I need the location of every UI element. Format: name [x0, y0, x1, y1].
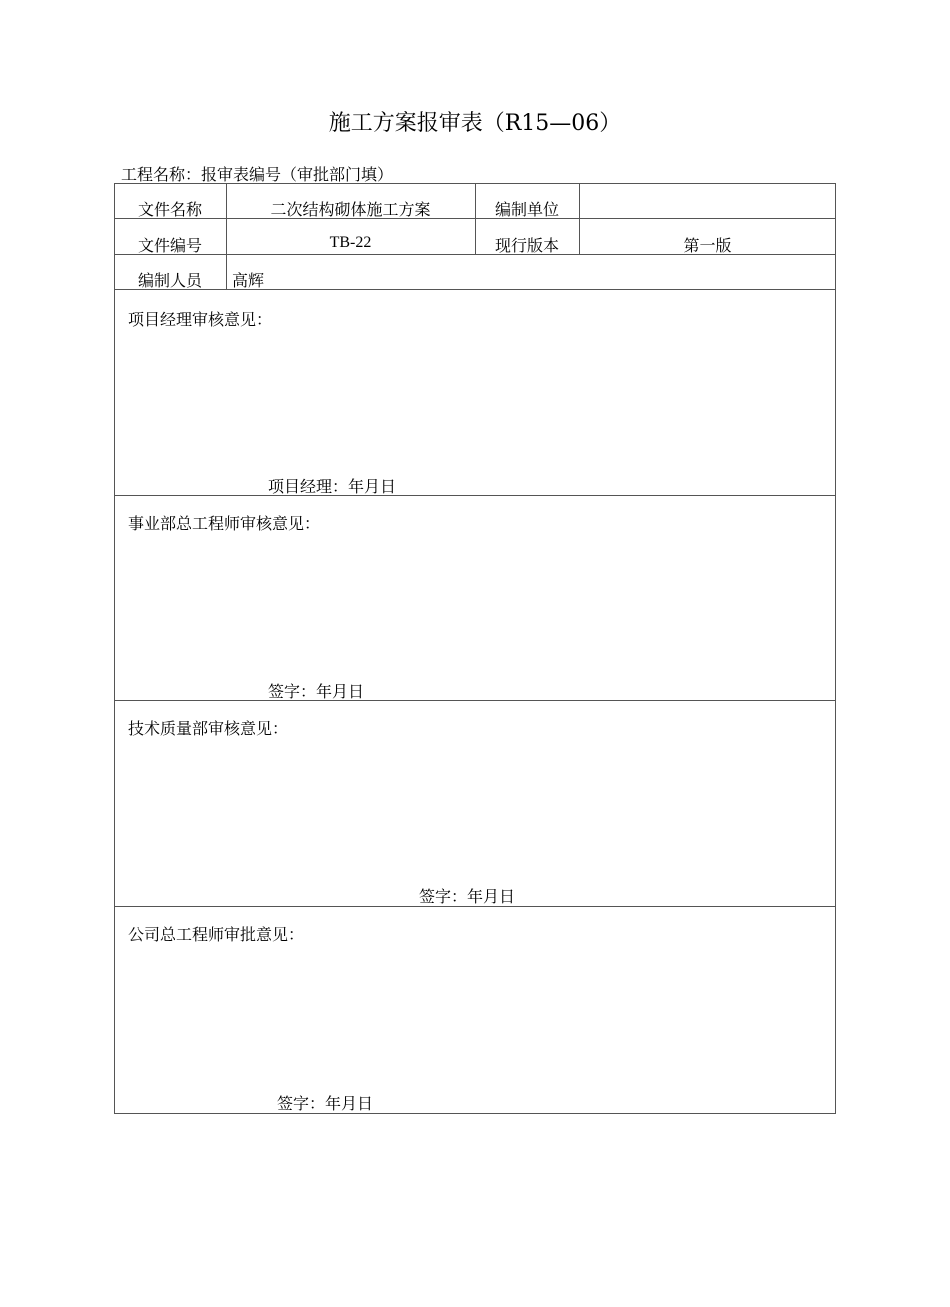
author-label: 编制人员	[137, 271, 202, 290]
division-chief-engineer-review-heading: 事业部总工程师审核意见：	[128, 514, 321, 533]
author-value: 高辉	[232, 271, 265, 290]
pm-review-heading: 项目经理审核意见：	[128, 310, 273, 329]
file-name-value: 二次结构砌体施工方案	[270, 200, 431, 219]
org-label: 编制单位	[494, 200, 559, 219]
tech-quality-review-heading: 技术质量部审核意见：	[128, 719, 289, 738]
version-label: 现行版本	[494, 236, 559, 255]
file-no-label: 文件编号	[137, 236, 202, 255]
form-title: 施工方案报审表（R15—06）	[328, 111, 622, 136]
version-value: 第一版	[683, 236, 732, 255]
section-divider	[114, 700, 836, 701]
company-signature-line: 签字：年月日	[277, 1094, 374, 1113]
tech-quality-signature-line: 签字：年月日	[419, 887, 516, 906]
pm-signature-line: 项目经理：年月日	[268, 477, 397, 496]
division-signature-line: 签字：年月日	[268, 682, 365, 701]
file-no-value: TB-22	[329, 234, 372, 251]
section-divider	[114, 495, 836, 496]
company-chief-engineer-approval-heading: 公司总工程师审批意见：	[128, 925, 305, 944]
file-name-label: 文件名称	[137, 200, 202, 219]
project-header-line: 工程名称：报审表编号（审批部门填）	[121, 165, 394, 184]
